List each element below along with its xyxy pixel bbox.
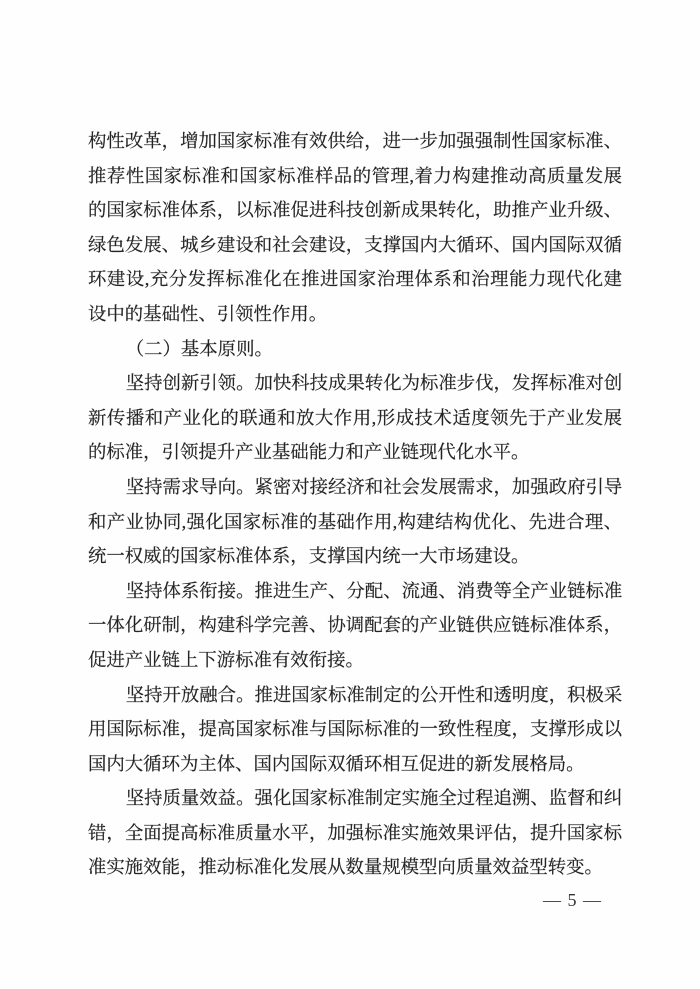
text-line: 的标准，引领提升产业基础能力和产业链现代化水平。 [88, 442, 530, 463]
text-line: 准实施效能，推动标准化发展从数量规模型向质量效益型转变。 [88, 857, 603, 878]
text-line: 环建设,充分发挥标准化在推进国家治理体系和治理能力现代化建 [88, 269, 622, 290]
document-text-block [88, 124, 622, 912]
text-line: 的国家标准体系，以标准促进科技创新成果转化，助推产业升级、 [88, 200, 622, 221]
text-line: 统一权威的国家标准体系，支撑国内统一大市场建设。 [88, 546, 530, 567]
text-line: 坚持创新引领。加快科技成果转化为标准步伐，发挥标准对创 [125, 373, 623, 394]
text-line: 设中的基础性、引领性作用。 [88, 303, 328, 324]
page-number: — 5 — [543, 890, 602, 911]
text-line: 坚持需求导向。紧密对接经济和社会发展需求，加强政府引导 [125, 476, 623, 497]
text-line: 国内大循环为主体、国内国际双循环相互促进的新发展格局。 [88, 753, 585, 774]
text-line: 错，全面提高标准质量水平，加强标准实施效果评估，提升国家标 [88, 822, 622, 843]
text-line: 用国际标准，提高国家标准与国际标准的一致性程度，支撑形成以 [88, 719, 622, 740]
text-line: 和产业协同,强化国家标准的基础作用,构建结构优化、先进合理、 [88, 511, 622, 532]
text-line: 促进产业链上下游标准有效衔接。 [88, 649, 364, 670]
text-line: （二）基本原则。 [125, 338, 273, 359]
text-line: 新传播和产业化的联通和放大作用,形成技术适度领先于产业发展 [88, 407, 622, 428]
text-line: 坚持体系衔接。推进生产、分配、流通、消费等全产业链标准 [125, 580, 623, 601]
text-line: 绿色发展、城乡建设和社会建设，支撑国内大循环、国内国际双循 [88, 234, 622, 255]
text-line: 一体化研制，构建科学完善、协调配套的产业链供应链标准体系， [88, 615, 622, 636]
text-line: 构性改革，增加国家标准有效供给，进一步加强强制性国家标准、 [88, 131, 622, 151]
text-line: 坚持开放融合。推进国家标准制定的公开性和透明度，积极采 [125, 684, 623, 705]
text-line: 坚持质量效益。强化国家标准制定实施全过程追溯、监督和纠 [125, 788, 623, 809]
text-line: 推荐性国家标准和国家标准样品的管理,着力构建推动高质量发展 [88, 165, 622, 186]
